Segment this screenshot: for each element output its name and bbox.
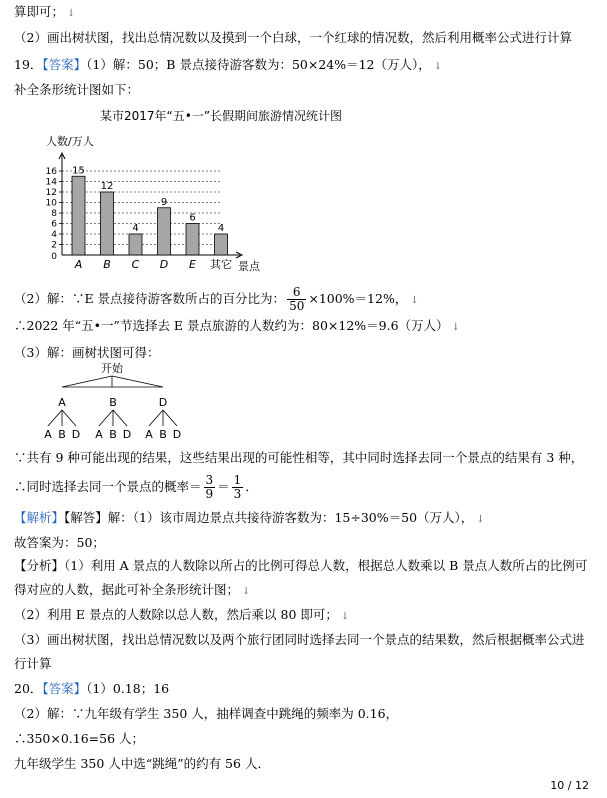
text-line <box>14 30 572 46</box>
question-number: 20． <box>14 681 43 696</box>
text-line <box>14 731 144 747</box>
text-line <box>14 82 139 98</box>
line-text: 算即可； <box>14 4 65 19</box>
tree-edge <box>163 410 177 426</box>
bar <box>215 234 228 255</box>
tree-edge <box>112 376 163 387</box>
text-line <box>14 706 398 722</box>
tree-edge <box>149 410 163 426</box>
bar <box>72 176 85 255</box>
line-text: ×100%＝12%， <box>308 291 408 306</box>
fraction <box>204 474 216 501</box>
answer-tag: 【答案】 <box>42 57 87 72</box>
fraction-denominator: 3 <box>233 487 242 501</box>
line-text: （2）解：∵九年级有学生 350 人，抽样调查中跳绳的频率为 0.16， <box>14 706 399 721</box>
tree-edge <box>113 410 127 426</box>
line-text: （1）解：50；B 景点接待游客数为：50×24%＝12（万人）， <box>86 57 431 72</box>
tree-level2-node: D <box>122 428 132 441</box>
text-line <box>14 510 485 528</box>
text-line <box>14 681 169 697</box>
bar <box>186 224 199 256</box>
fraction-numerator: 1 <box>233 473 242 487</box>
text-line <box>14 558 587 574</box>
analysis-tag: 【解析】 <box>14 510 65 525</box>
y-tick-label: 0 <box>51 252 57 262</box>
x-tick-label: B <box>103 258 111 271</box>
line-text: （2）利用 E 景点的人数除以总人数，然后乘以 80 即可； <box>14 607 338 622</box>
line-text: （1）0.18；16 <box>86 681 170 696</box>
tree-diagram <box>0 362 607 442</box>
page-number: 10 / 12 <box>550 779 589 792</box>
tree-level2-node: D <box>71 428 81 441</box>
tree-level2-node: B <box>58 428 66 441</box>
line-text: （3）解：画树状图可得： <box>14 345 160 360</box>
line-text: 【分析】（1）利用 A 景点的人数除以所占的比例可得总人数，根据总人数乘以 B 景点人数所占的比例可 <box>14 558 588 573</box>
x-tick-label: 其它 <box>210 258 232 271</box>
answer-tag: 【答案】 <box>42 681 87 696</box>
line-text: 补全条形统计图如下： <box>14 82 140 97</box>
text-line <box>14 286 419 313</box>
tree-level1-node: A <box>58 396 66 409</box>
text-line <box>14 318 460 336</box>
return-mark-icon: ↓ <box>433 61 443 72</box>
data-label: 12 <box>100 181 114 192</box>
line-text: 得对应的人数，据此可补全条形统计图； <box>14 582 240 597</box>
x-tick-label: E <box>189 258 196 271</box>
return-mark-icon: ↓ <box>476 514 485 525</box>
return-mark-icon: ↓ <box>410 295 419 306</box>
line-text: ＝ <box>217 479 230 494</box>
fraction-numerator: 3 <box>205 473 214 487</box>
line-text: 行计算 <box>14 656 52 671</box>
x-tick-label: D <box>159 258 169 271</box>
fraction-denominator: 50 <box>289 299 305 313</box>
return-mark-icon: ↓ <box>242 586 251 597</box>
x-axis-label: 景点 <box>238 260 260 273</box>
tree-level1-node: B <box>109 396 117 409</box>
text-line <box>14 345 159 361</box>
x-tick-label: C <box>131 258 140 271</box>
y-tick-label: 2 <box>51 240 57 251</box>
line-text: （2）解：∵E 景点接待游客数所占的百分比为： <box>14 291 286 306</box>
tree-level2-node: A <box>44 428 52 441</box>
text-line <box>14 474 258 501</box>
return-mark-icon: ↓ <box>67 8 76 19</box>
line-text: （2）画出树状图，找出总情况数以及摸到一个白球，一个红球的情况数，然后利用概率公式进行计算 <box>14 30 572 45</box>
data-label: 4 <box>217 223 225 234</box>
y-tick-label: 6 <box>51 219 57 230</box>
tree-level2-node: B <box>109 428 117 441</box>
tree-level2-node: D <box>172 428 182 441</box>
fraction <box>287 286 306 313</box>
bar <box>158 208 171 255</box>
y-axis-label: 人数/万人 <box>46 135 94 148</box>
text-line <box>14 4 75 22</box>
tree-edge <box>48 410 62 426</box>
data-label: 9 <box>160 196 168 208</box>
data-label: 15 <box>72 165 85 177</box>
fraction <box>232 474 244 501</box>
line-text: （3）画出树状图，找出总情况数以及两个旅行团同时选择去同一个景点的结果数，然后根据概率公式进 <box>14 632 585 647</box>
question-number: 19． <box>14 57 43 72</box>
text-line <box>14 656 52 672</box>
line-text: 九年级学生 350 人中选“跳绳”的约有 56 人． <box>14 756 270 771</box>
tree-level2-node: A <box>95 428 103 441</box>
line-text: ∴同时选择去同一个景点的概率＝ <box>14 479 202 494</box>
bar <box>101 192 114 255</box>
tree-level1-node: D <box>158 396 168 409</box>
text-line <box>14 632 584 648</box>
text-line <box>14 582 250 600</box>
text-line <box>14 607 349 625</box>
text-line <box>14 756 270 772</box>
y-tick-label: 8 <box>51 209 57 219</box>
data-label: 6 <box>189 212 196 224</box>
return-mark-icon: ↓ <box>451 322 460 333</box>
tree-level2-node: B <box>159 428 167 441</box>
y-tick-label: 12 <box>45 188 57 198</box>
tree-edge <box>62 410 76 426</box>
y-tick-label: 14 <box>45 177 57 188</box>
line-text: 故答案为：50； <box>14 535 105 550</box>
tree-edge <box>62 376 112 387</box>
tree-level2-node: A <box>145 428 153 441</box>
fraction-denominator: 9 <box>205 487 214 501</box>
text-line <box>14 57 442 75</box>
text-line <box>14 450 583 466</box>
line-text: ∴350×0.16=56 人； <box>14 731 145 746</box>
y-tick-label: 4 <box>51 230 57 240</box>
chart-title: 某市2017年“五•一”长假期间旅游情况统计图 <box>100 109 343 123</box>
bar <box>129 234 142 255</box>
line-text: ∴2022 年“五•一”节选择去 E 景点旅游的人数约为：80×12%＝9.6（万人） <box>14 318 449 333</box>
return-mark-icon: ↓ <box>340 611 350 622</box>
y-tick-label: 10 <box>45 198 57 209</box>
line-text: 【解答】解：（1）该市周边景点共接待游客数为：15÷30%＝50（万人）， <box>64 510 474 525</box>
data-label: 4 <box>132 223 139 234</box>
x-tick-label: A <box>74 258 83 271</box>
tree-edge <box>99 410 113 426</box>
bar-chart <box>0 125 607 295</box>
fraction-numerator: 6 <box>287 286 306 300</box>
text-line <box>14 535 105 551</box>
y-tick-label: 16 <box>45 167 57 177</box>
tree-root-node: 开始 <box>101 362 123 375</box>
line-text: ． <box>245 479 258 494</box>
line-text: ∵共有 9 种可能出现的结果，这些结果出现的可能性相等，其中同时选择去同一个景点的结果有 3 种， <box>14 450 584 465</box>
